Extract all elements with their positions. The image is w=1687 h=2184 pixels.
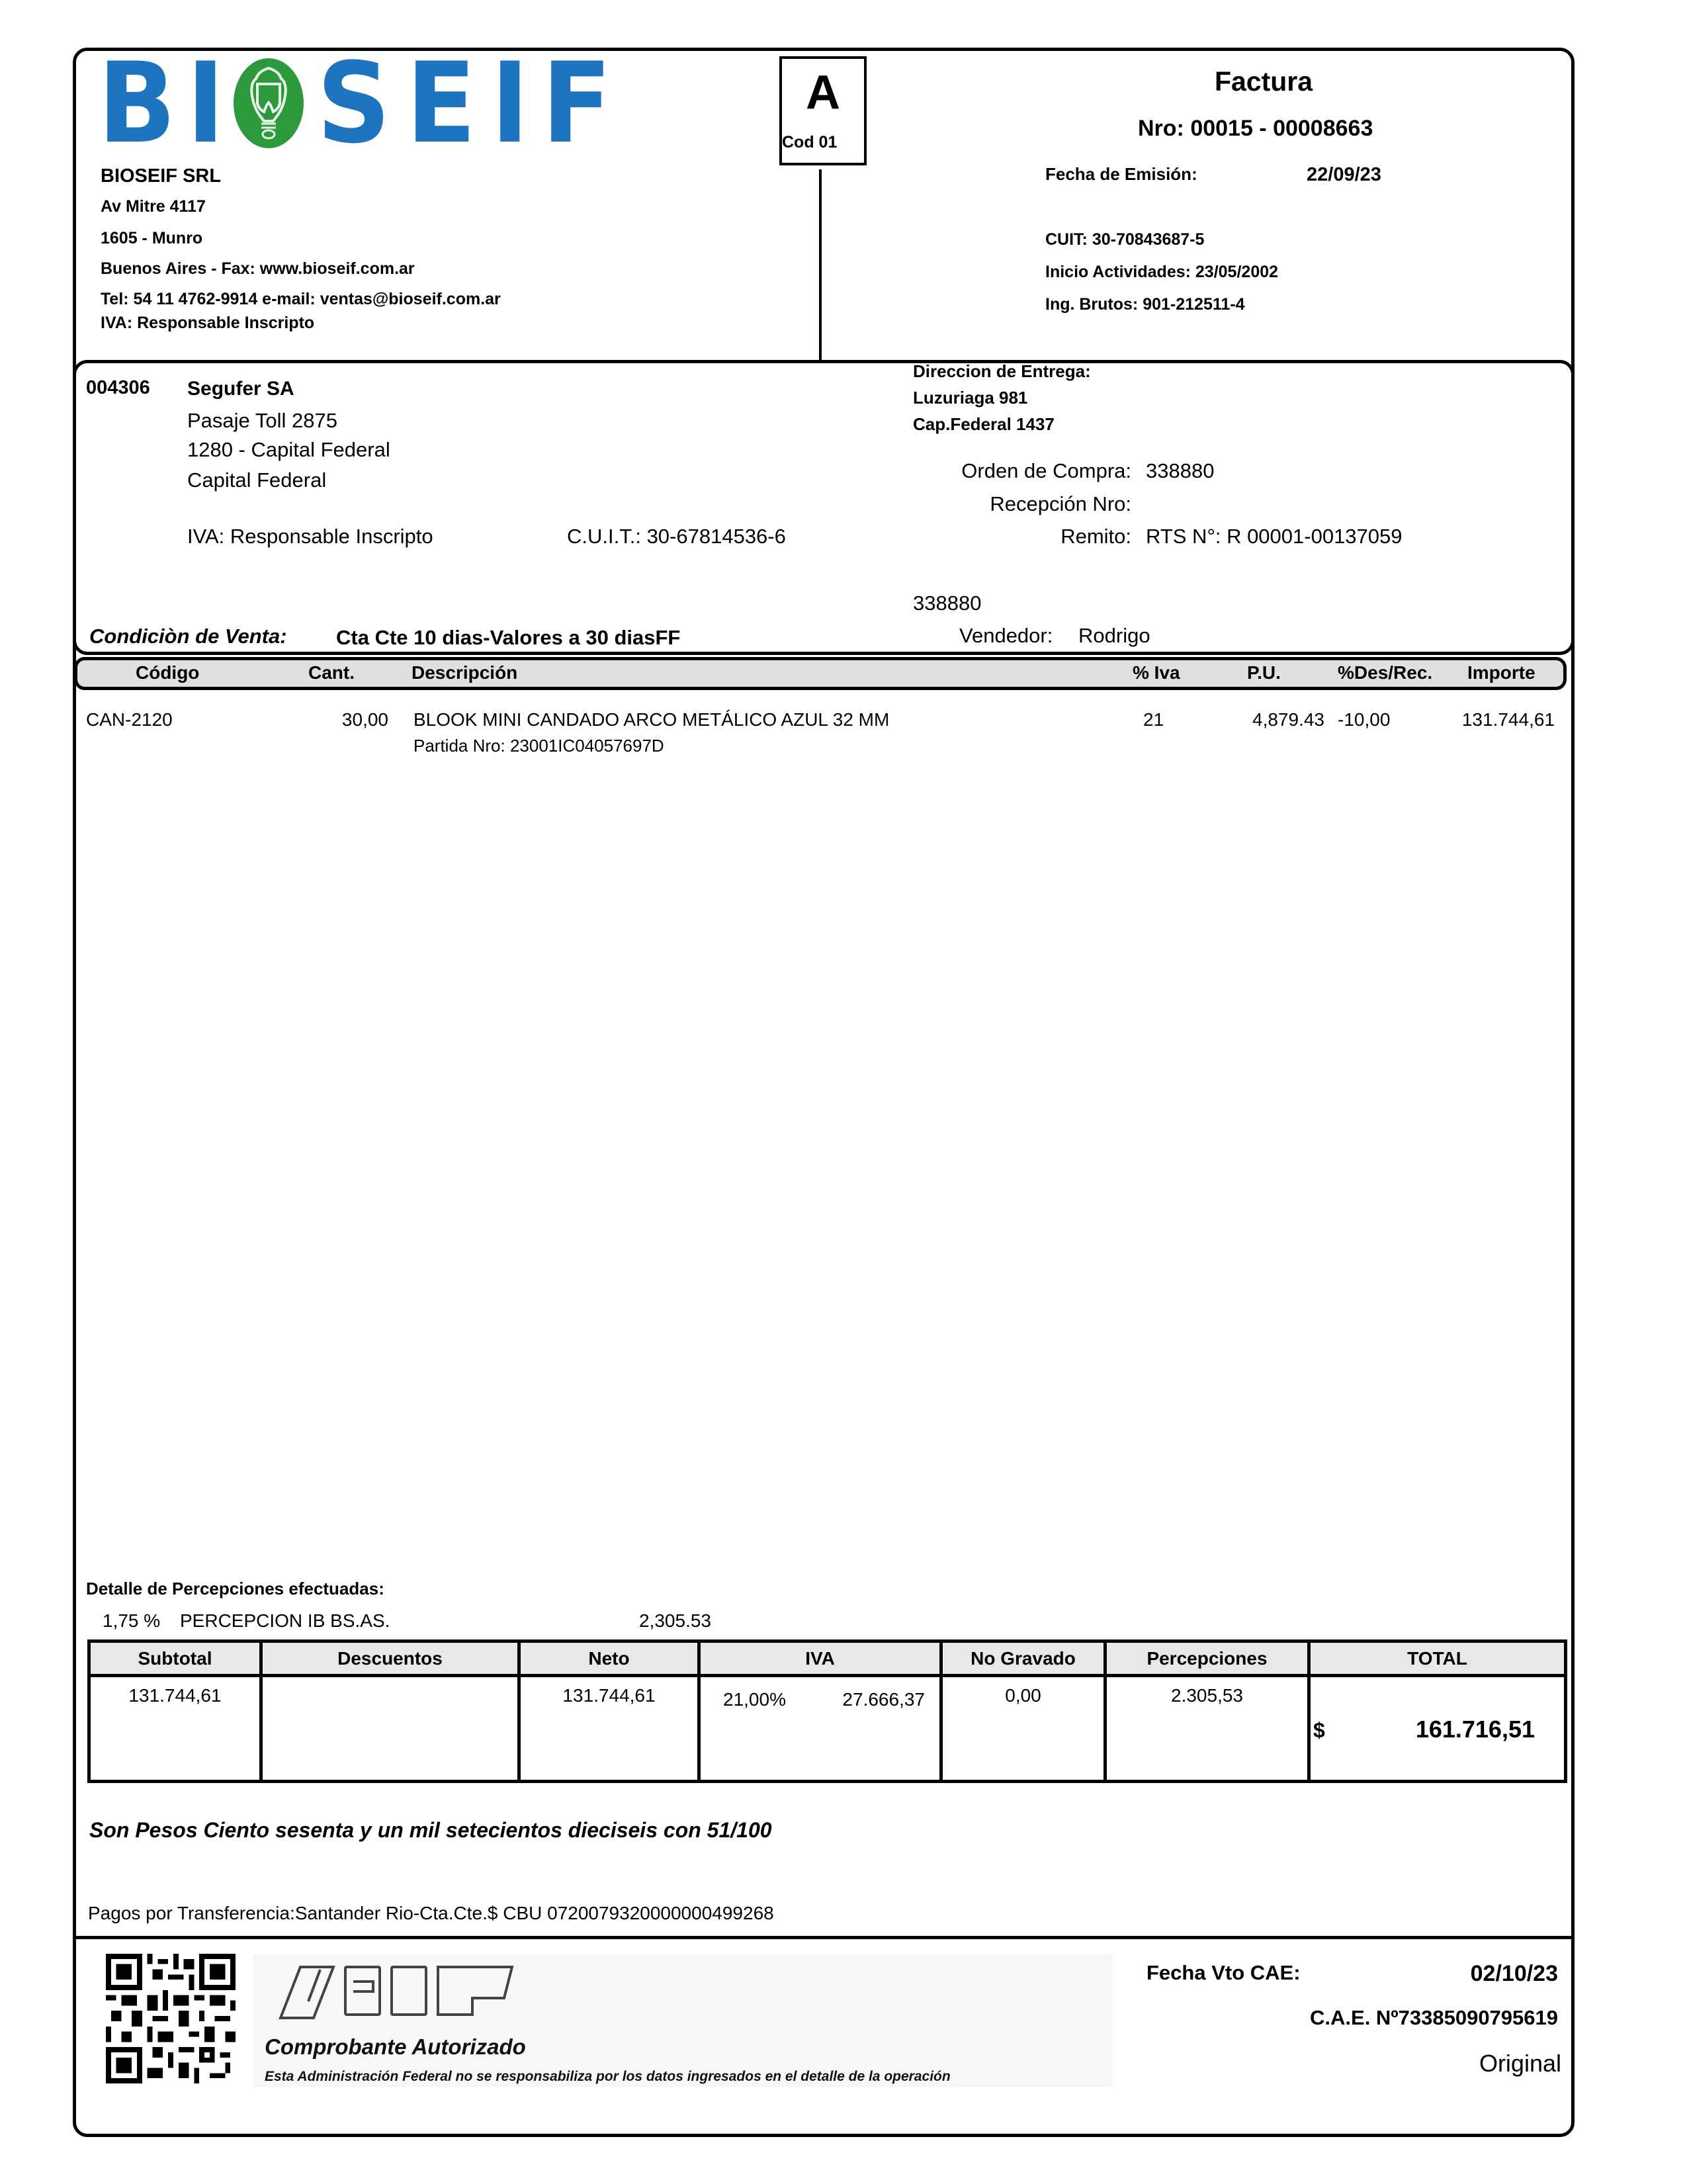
- client-iva: IVA: Responsable Inscripto: [187, 525, 433, 548]
- invoice-title: Factura: [1214, 66, 1313, 97]
- issuer-address: Av Mitre 4117: [101, 197, 206, 216]
- bioseif-logo: [98, 38, 618, 168]
- issuer-cuit: CUIT: 30-70843687-5: [1045, 230, 1205, 249]
- col-header-amount: Importe: [1467, 662, 1536, 683]
- cae-due-date: 02/10/23: [1470, 1961, 1558, 1986]
- totals-no-gravado: 0,00: [941, 1676, 1105, 1782]
- issue-date: 22/09/23: [1307, 164, 1381, 185]
- issuer-name: BIOSEIF SRL: [101, 165, 222, 187]
- gas-mask-icon: [234, 58, 304, 148]
- col-header-discount: %Des/Rec.: [1338, 662, 1433, 683]
- client-code: 004306: [86, 377, 150, 398]
- delivery-label: Direccion de Entrega:: [913, 361, 1091, 381]
- amount-in-words: Son Pesos Ciento sesenta y un mil setecientos dieciseis con 51/100: [89, 1818, 772, 1842]
- totals-header-perceptions: Percepciones: [1105, 1641, 1309, 1676]
- remito-label: Remito:: [1060, 525, 1131, 548]
- totals-perceptions: 2.305,53: [1105, 1676, 1309, 1782]
- start-activities: Inicio Actividades: 23/05/2002: [1045, 263, 1279, 281]
- totals-header-total: TOTAL: [1309, 1641, 1566, 1676]
- reception-label: Recepción Nro:: [990, 492, 1131, 515]
- item-description: BLOOK MINI CANDADO ARCO METÁLICO AZUL 32 MM: [413, 709, 890, 730]
- purchase-order-value: 338880: [1146, 459, 1215, 482]
- item-batch: Partida Nro: 23001IC04057697D: [413, 736, 664, 756]
- issuer-contact: Tel: 54 11 4762-9914 e-mail: ventas@bioseif.com.ar: [101, 290, 501, 308]
- delivery-line1: Luzuriaga 981: [913, 388, 1028, 408]
- totals-header-discounts: Descuentos: [261, 1641, 519, 1676]
- client-cuit: C.U.I.T.: 30-67814536-6: [567, 525, 786, 548]
- item-qty: 30,00: [341, 709, 388, 730]
- client-city: 1280 - Capital Federal: [187, 438, 390, 461]
- totals-table: [87, 1639, 1567, 1783]
- col-header-qty: Cant.: [308, 662, 355, 683]
- header-divider: [819, 169, 822, 361]
- client-province: Capital Federal: [187, 468, 327, 492]
- logo-letter: I: [491, 38, 529, 168]
- col-header-description: Descripción: [411, 662, 518, 683]
- perception-rate: 1,75 %: [103, 1610, 161, 1631]
- totals-total-cell: [1309, 1676, 1566, 1782]
- delivery-line2: Cap.Federal 1437: [913, 414, 1055, 434]
- total-currency: $: [1313, 1718, 1325, 1742]
- client-section-frame: [73, 360, 1575, 655]
- totals-header-no-gravado: No Gravado: [941, 1641, 1105, 1676]
- afip-authorized: Comprobante Autorizado: [265, 2034, 526, 2059]
- totals-header-iva: IVA: [699, 1641, 941, 1676]
- item-amount: 131.744,61: [1461, 709, 1555, 730]
- cae-number: C.A.E. Nº73385090795619: [1310, 2006, 1558, 2029]
- issuer-province-fax: Buenos Aires - Fax: www.bioseif.com.ar: [101, 259, 415, 278]
- item-code: CAN-2120: [86, 709, 173, 730]
- item-discount: -10,00: [1338, 709, 1391, 730]
- totals-header-subtotal: Subtotal: [89, 1641, 261, 1676]
- perceptions-title: Detalle de Percepciones efectuadas:: [86, 1579, 384, 1598]
- logo-letter: I: [187, 38, 225, 168]
- afip-authorization: [253, 1954, 1113, 2087]
- col-header-iva: % Iva: [1133, 662, 1180, 683]
- order-reference: 338880: [913, 591, 982, 615]
- footer-divider: [73, 1936, 1575, 1939]
- cae-due-label: Fecha Vto CAE:: [1146, 1961, 1301, 1984]
- afip-logo-icon: [274, 1962, 525, 2025]
- totals-net: 131.744,61: [519, 1676, 699, 1782]
- item-iva-pct: 21: [1143, 709, 1164, 730]
- totals-subtotal: 131.744,61: [89, 1676, 261, 1782]
- item-unit-price: 4,879.43: [1252, 709, 1324, 730]
- afip-disclaimer: Esta Administración Federal no se responsabiliza por los datos ingresados en el detalle de la operación: [265, 2069, 951, 2084]
- copy-label: Original: [1479, 2050, 1561, 2077]
- seller-label: Vendedor:: [959, 624, 1053, 647]
- sale-condition-label: Condiciòn de Venta:: [89, 625, 287, 648]
- invoice-type-letter: A: [806, 66, 840, 119]
- totals-header-net: Neto: [519, 1641, 699, 1676]
- totals-iva-rate: 21,00%: [723, 1689, 786, 1710]
- issue-date-label: Fecha de Emisión:: [1045, 164, 1197, 184]
- logo-letter: E: [406, 38, 476, 168]
- invoice-number: Nro: 00015 - 00008663: [1138, 116, 1373, 141]
- logo-letter: F: [541, 38, 612, 168]
- invoice-type-code: Cod 01: [782, 133, 838, 152]
- totals-discounts: [261, 1676, 519, 1782]
- totals-iva-cell: [699, 1676, 941, 1782]
- col-header-unit-price: P.U.: [1247, 662, 1281, 683]
- purchase-order-label: Orden de Compra:: [961, 459, 1131, 482]
- client-address: Pasaje Toll 2875: [187, 409, 337, 432]
- issuer-city: 1605 - Munro: [101, 229, 203, 247]
- qr-code-icon: [106, 1954, 236, 2083]
- perception-name: PERCEPCION IB BS.AS.: [180, 1610, 390, 1631]
- totals-iva-amount: 27.666,37: [842, 1689, 925, 1710]
- gross-income: Ing. Brutos: 901-212511-4: [1045, 295, 1245, 314]
- logo-letter: B: [98, 38, 176, 168]
- issuer-iva: IVA: Responsable Inscripto: [101, 314, 315, 332]
- payment-info: Pagos por Transferencia:Santander Rio-Cta.Cte.$ CBU 0720079320000000499268: [88, 1903, 774, 1923]
- seller-value: Rodrigo: [1078, 624, 1150, 647]
- sale-condition-value: Cta Cte 10 dias-Valores a 30 diasFF: [336, 626, 681, 649]
- remito-value: RTS N°: R 00001-00137059: [1146, 525, 1403, 548]
- col-header-code: Código: [136, 662, 200, 683]
- total-amount: 161.716,51: [1415, 1716, 1535, 1743]
- perception-amount: 2,305.53: [639, 1610, 711, 1631]
- logo-letter: S: [316, 38, 390, 168]
- invoice-type-box: [779, 56, 867, 165]
- client-name: Segufer SA: [187, 378, 294, 400]
